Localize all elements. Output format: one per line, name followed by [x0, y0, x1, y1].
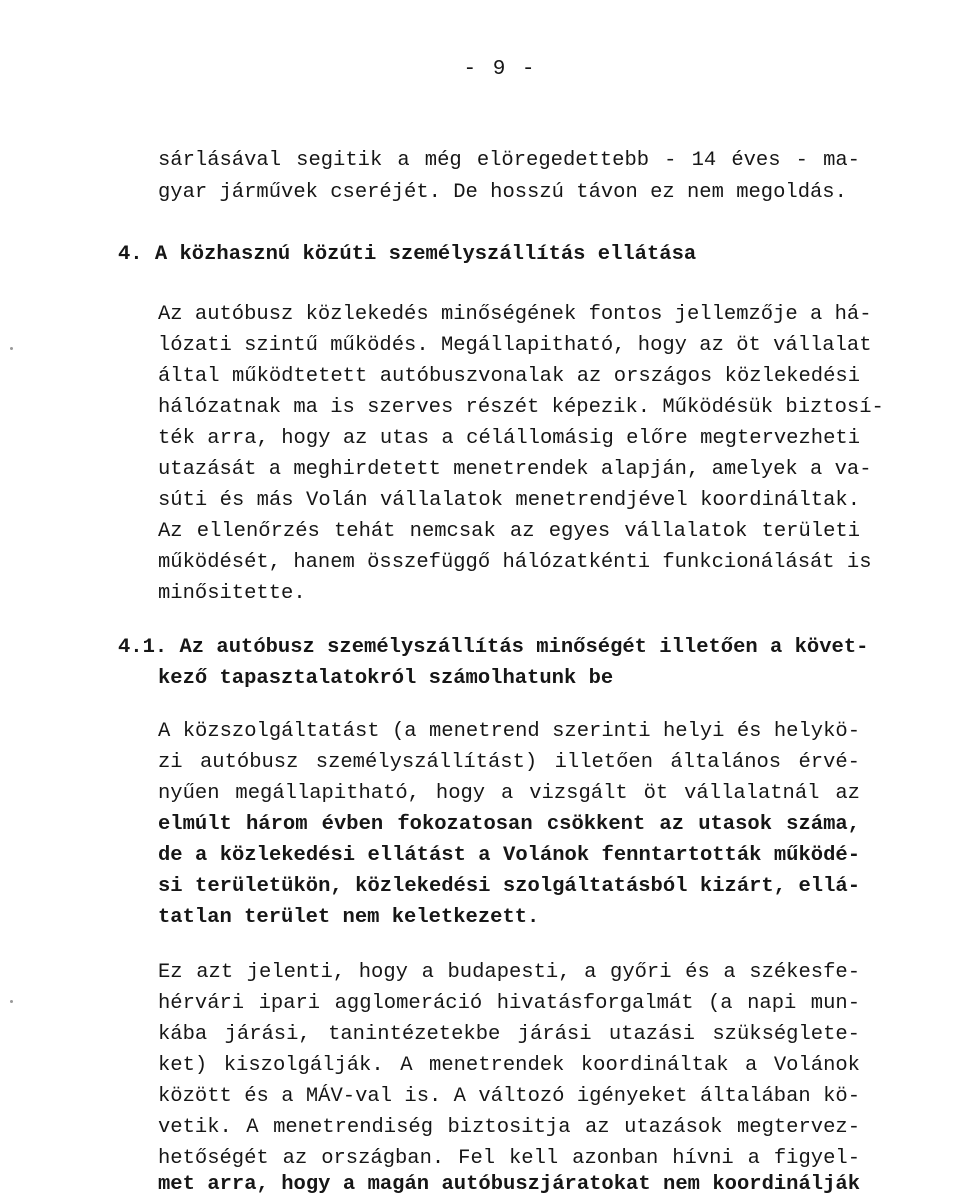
paragraph-line: működését, hanem összefüggő hálózatkénti funkcionálását is — [158, 551, 872, 574]
paragraph-line: ték arra, hogy az utas a célállomásig előre megtervezheti — [158, 427, 860, 450]
paragraph-line: által működtetett autóbuszvonalak az országos közlekedési — [158, 365, 860, 388]
paragraph-line: met arra, hogy a magán autóbuszjáratokat nem koordinálják — [158, 1173, 860, 1196]
paragraph-line: tatlan terület nem keletkezett. — [158, 906, 540, 929]
paragraph-line: lózati szintű működés. Megállapitható, hogy az öt vállalat — [158, 334, 872, 357]
paragraph-line: hálózatnak ma is szerves részét képezik. Működésük biztosí- — [158, 396, 884, 419]
paragraph-line: elmúlt három évben fokozatosan csökkent az utasok száma, — [158, 813, 860, 836]
paragraph-line: Ez azt jelenti, hogy a budapesti, a győri és a székesfe- — [158, 961, 860, 984]
paragraph-line: Az ellenőrzés tehát nemcsak az egyes vállalatok területi — [158, 520, 860, 543]
paragraph-line: sárlásával segitik a még elöregedettebb - 14 éves - ma- — [158, 149, 860, 172]
paragraph-line: súti és más Volán vállalatok menetrendjével koordináltak. — [158, 489, 860, 512]
paragraph-line: A közszolgáltatást (a menetrend szerinti helyi és helykö- — [158, 720, 860, 743]
paragraph-line: minősitette. — [158, 582, 306, 605]
subsection-heading: 4.1. Az autóbusz személyszállítás minőségét illetően a követ- — [118, 636, 869, 659]
scan-speck — [10, 1000, 13, 1003]
paragraph-line: gyar járművek cseréjét. De hosszú távon ez nem megoldás. — [158, 181, 847, 204]
paragraph-line: utazását a meghirdetett menetrendek alapján, amelyek a va- — [158, 458, 872, 481]
paragraph-line: si területükön, közlekedési szolgáltatásból kizárt, ellá- — [158, 875, 860, 898]
paragraph-line: hérvári ipari agglomeráció hivatásforgalmát (a napi mun- — [158, 992, 860, 1015]
paragraph-line: vetik. A menetrendiség biztositja az utazások megtervez- — [158, 1116, 860, 1139]
paragraph-line: között és a MÁV-val is. A változó igényeket általában kö- — [158, 1085, 860, 1108]
scan-speck — [10, 347, 13, 350]
subsection-heading: kező tapasztalatokról számolhatunk be — [158, 667, 614, 690]
paragraph-line: ket) kiszolgálják. A menetrendek koordináltak a Volánok — [158, 1054, 860, 1077]
paragraph-line: de a közlekedési ellátást a Volánok fenntartották működé- — [158, 844, 860, 867]
paragraph-line: hetőségét az országban. Fel kell azonban hívni a figyel- — [158, 1147, 860, 1170]
paragraph-line: Az autóbusz közlekedés minőségének fontos jellemzője a há- — [158, 303, 872, 326]
page-number: - 9 - — [463, 58, 537, 81]
paragraph-line: zi autóbusz személyszállítást) illetően általános érvé- — [158, 751, 860, 774]
paragraph-line: nyűen megállapitható, hogy a vizsgált öt vállalatnál az — [158, 782, 860, 805]
paragraph-line: kába járási, tanintézetekbe járási utazási szükséglete- — [158, 1023, 860, 1046]
section-heading: 4. A közhasznú közúti személyszállítás ellátása — [118, 243, 697, 266]
